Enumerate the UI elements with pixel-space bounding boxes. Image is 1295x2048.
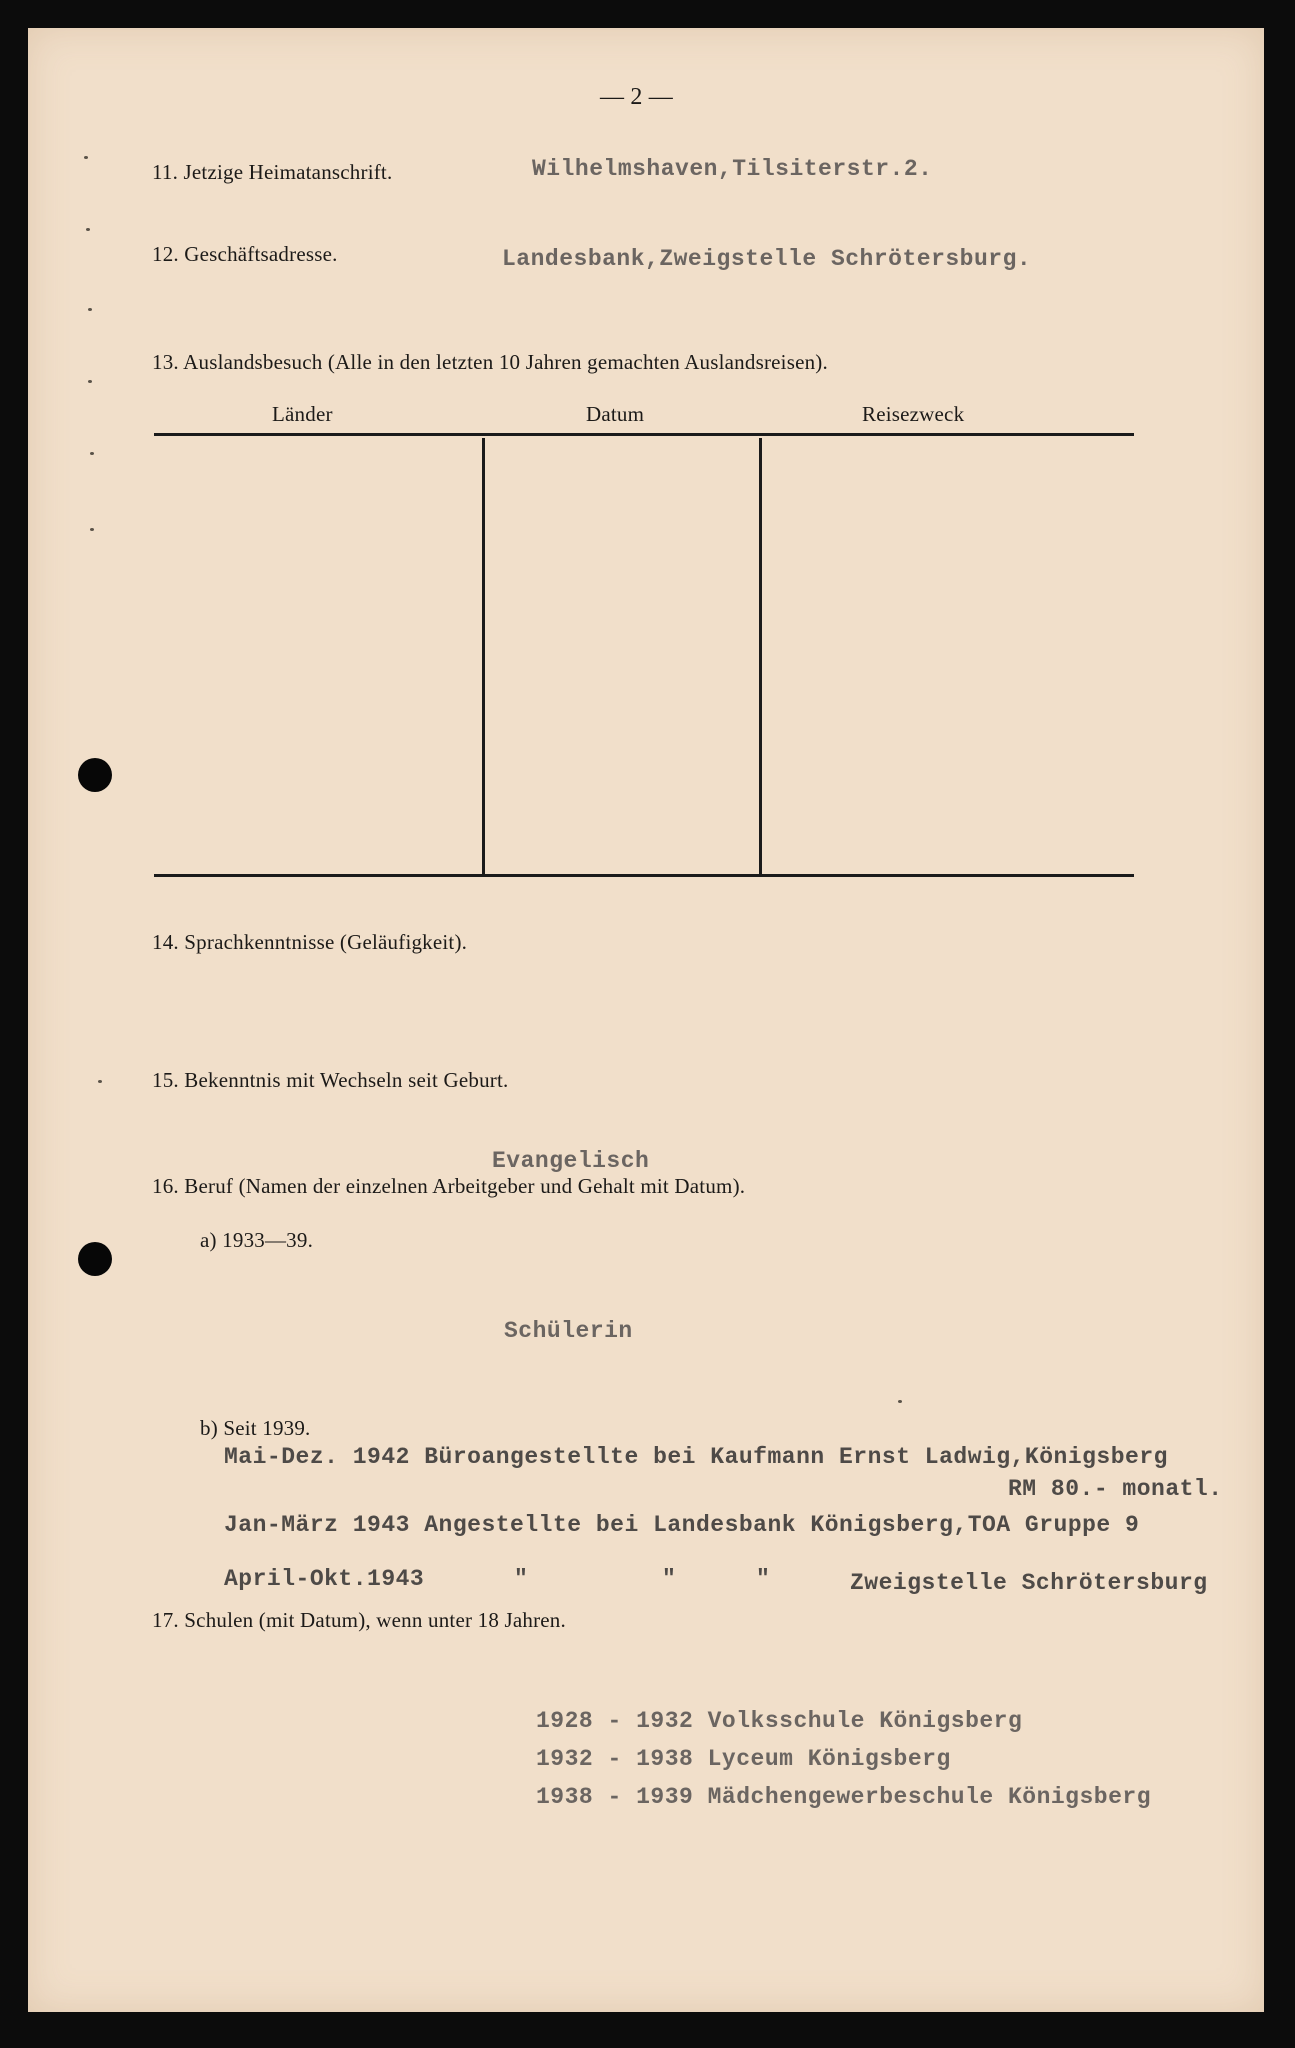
column-header-reisezweck: Reisezweck <box>862 402 965 426</box>
employment-line-date: April-Okt.1943 <box>224 1566 425 1592</box>
paper-speck <box>84 156 88 159</box>
field-12-value: Landesbank,Zweigstelle Schrötersburg. <box>502 246 1032 272</box>
paper-speck <box>98 1080 102 1083</box>
paper-speck <box>90 528 94 531</box>
ditto-mark: " <box>756 1566 771 1592</box>
paper-speck <box>86 228 90 231</box>
field-12-label: 12. Geschäftsadresse. <box>152 242 338 266</box>
punch-hole <box>78 1242 112 1276</box>
table-top-rule <box>154 433 1134 436</box>
field-15-label: 15. Bekenntnis mit Wechseln seit Geburt. <box>152 1068 509 1092</box>
paper-speck <box>898 1400 902 1403</box>
paper-speck <box>88 308 92 311</box>
employment-salary-line: RM 80.- monatl. <box>1008 1476 1223 1502</box>
field-15-value: Evangelisch <box>492 1148 650 1174</box>
employment-line-branch: Zweigstelle Schrötersburg <box>850 1570 1208 1596</box>
column-header-laender: Länder <box>272 402 333 426</box>
paper-speck <box>90 452 94 455</box>
field-16a-value: Schülerin <box>504 1318 633 1344</box>
paper-speck <box>88 380 92 383</box>
table-bottom-rule <box>154 874 1134 877</box>
employment-line: Mai-Dez. 1942 Büroangestellte bei Kaufmann Ernst Ladwig,Königsberg <box>224 1444 1168 1470</box>
field-16b-label: b) Seit 1939. <box>200 1416 311 1440</box>
field-13-label: 13. Auslandsbesuch (Alle in den letzten 10 Jahren gemachten Auslandsreisen). <box>152 350 828 374</box>
field-11-value: Wilhelmshaven,Tilsiterstr.2. <box>532 156 933 182</box>
document-page <box>28 28 1264 2012</box>
school-line: 1932 - 1938 Lyceum Königsberg <box>536 1746 951 1772</box>
field-14-label: 14. Sprachkenntnisse (Geläufigkeit). <box>152 930 468 954</box>
field-16-label: 16. Beruf (Namen der einzelnen Arbeitgeber und Gehalt mit Datum). <box>152 1174 746 1198</box>
field-16a-label: a) 1933—39. <box>200 1228 314 1252</box>
field-17-label: 17. Schulen (mit Datum), wenn unter 18 Jahren. <box>152 1608 566 1632</box>
table-column-divider <box>759 438 762 874</box>
field-11-label: 11. Jetzige Heimatanschrift. <box>152 160 393 184</box>
page-number: — 2 — <box>600 84 673 110</box>
ditto-mark: " <box>662 1566 677 1592</box>
punch-hole <box>78 758 112 792</box>
column-header-datum: Datum <box>586 402 645 426</box>
ditto-mark: " <box>514 1566 529 1592</box>
employment-line: Jan-März 1943 Angestellte bei Landesbank Königsberg,TOA Gruppe 9 <box>224 1512 1140 1538</box>
table-column-divider <box>482 438 485 874</box>
school-line: 1928 - 1932 Volksschule Königsberg <box>536 1708 1023 1734</box>
school-line: 1938 - 1939 Mädchengewerbeschule Königsberg <box>536 1784 1151 1810</box>
